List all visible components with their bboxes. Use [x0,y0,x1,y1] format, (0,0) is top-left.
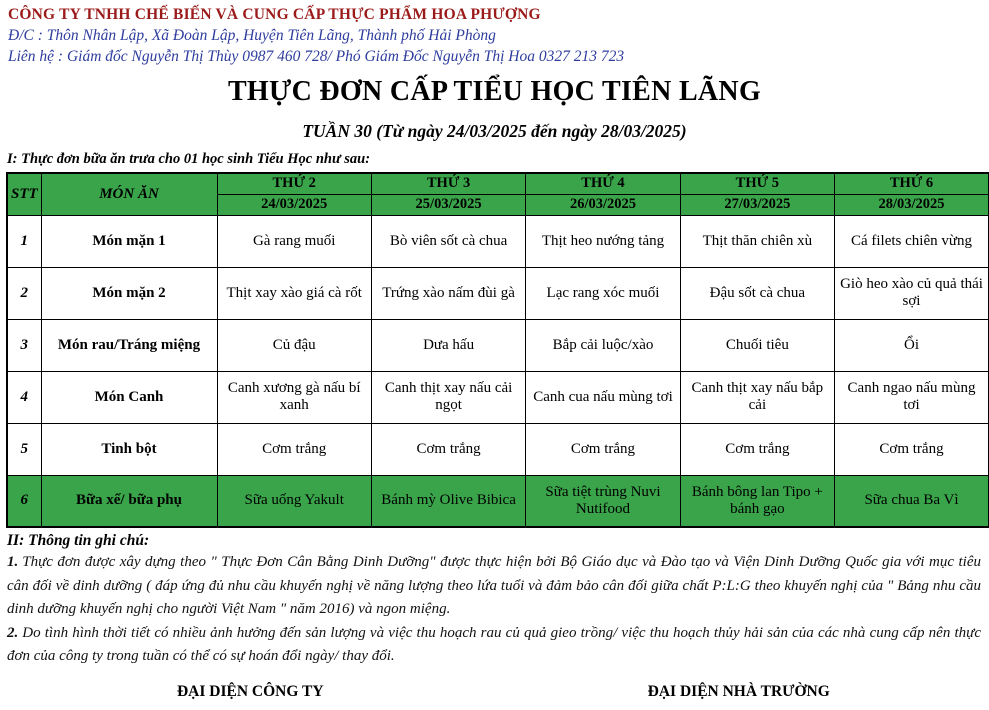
menu-cell: Bò viên sốt cà chua [371,215,525,267]
date-friday: 28/03/2025 [835,194,989,215]
page-title: THỰC ĐƠN CẤP TIỂU HỌC TIÊN LÃNG [227,76,762,107]
week-range: TUẦN 30 (Từ ngày 24/03/2025 đến ngày 28/03/2025) [302,121,687,141]
table-row-snack [7,475,989,527]
row-number: 2 [7,267,41,319]
menu-cell: Bắp cải luộc/xào [526,319,680,371]
row-number: 6 [7,475,41,527]
section1-heading: I: Thực đơn bữa ăn trưa cho 01 học sinh Tiểu Học như sau: [7,151,371,167]
menu-cell: Cơm trắng [835,423,989,475]
table-row [7,267,989,319]
table-row [7,215,989,267]
menu-cell: Cá filets chiên vừng [835,215,989,267]
menu-cell: Lạc rang xóc muối [526,267,680,319]
menu-cell: Gà rang muối [217,215,371,267]
company-representative-label: ĐẠI DIỆN CÔNG TY [176,682,324,700]
section2-heading: II: Thông tin ghi chú: [7,532,150,549]
column-header-tuesday: THỨ 3 [371,173,525,194]
weekly-menu-table [6,172,989,528]
row-number: 5 [7,423,41,475]
row-category: Bữa xế/ bữa phụ [41,475,217,527]
column-header-friday: THỨ 6 [835,173,989,194]
row-number: 3 [7,319,41,371]
menu-cell: Đậu sốt cà chua [680,267,834,319]
menu-cell: Củ đậu [217,319,371,371]
menu-cell: Thịt thăn chiên xù [680,215,834,267]
notes-section [6,532,983,669]
date-tuesday: 25/03/2025 [371,194,525,215]
note-2 [7,622,981,669]
note-2-number: 2. [7,624,19,641]
menu-cell: Sữa tiệt trùng Nuvi Nutifood [526,475,680,527]
menu-cell: Thịt xay xào giá cà rốt [217,267,371,319]
menu-cell: Dưa hấu [371,319,525,371]
menu-cell: Bánh bông lan Tipo + bánh gạo [680,475,834,527]
column-header-category: MÓN ĂN [41,173,217,215]
menu-cell: Canh cua nấu mùng tơi [526,371,680,423]
menu-cell: Cơm trắng [217,423,371,475]
column-header-thursday: THỨ 5 [680,173,834,194]
menu-cell: Canh thịt xay nấu bắp cải [680,371,834,423]
note-2-text: Do tình hình thời tiết có nhiều ảnh hưởng đến sản lượng và việc thu hoạch rau củ quả gieo trồng/ việc thu hoạch thủy hải sản của các nhà cung cấp nên thực đơn của công ty trong tuần có thể có sự hoán đổi ngày/ thay đổi. [7,624,981,664]
menu-cell: Cơm trắng [526,423,680,475]
school-representative-label: ĐẠI DIỆN NHÀ TRƯỜNG [647,682,830,700]
menu-cell: Bánh mỳ Olive Bibica [371,475,525,527]
menu-cell: Sữa uống Yakult [217,475,371,527]
row-category: Món Canh [41,371,217,423]
note-1-number: 1. [7,554,19,570]
company-name: CÔNG TY TNHH CHẾ BIẾN VÀ CUNG CẤP THỰC PHẨM HOA PHƯỢNG [8,6,541,23]
menu-cell: Sữa chua Ba Vì [835,475,989,527]
row-number: 1 [7,215,41,267]
date-wednesday: 26/03/2025 [526,194,680,215]
table-header-row-days [7,173,989,194]
row-category: Món rau/Tráng miệng [41,319,217,371]
row-category: Món mặn 1 [41,215,217,267]
company-address: Đ/C : Thôn Nhân Lập, Xã Đoàn Lập, Huyện Tiên Lãng, Thành phố Hải Phòng [8,27,496,44]
menu-cell: Canh ngao nấu mùng tơi [835,371,989,423]
column-header-wednesday: THỨ 4 [526,173,680,194]
note-1-text: Thực đơn được xây dựng theo " Thực Đơn Cân Bằng Dinh Dưỡng" được thực hiện bởi Bộ Giáo dục và Đào tạo và Viện Dinh Dưỡng Quốc gia với mục tiêu cân đối về dinh dưỡng ( đáp ứng đủ nhu cầu khuyến nghị về năng lượng theo lứa tuổi và đảm bảo cân đối giữa chất P:L:G theo khuyến nghị của " Bảng nhu cầu dinh dưỡng khuyến nghị cho người Việt Nam " năm 2016) và ngon miệng. [7,554,981,617]
menu-cell: Cơm trắng [371,423,525,475]
table-row [7,319,989,371]
date-thursday: 27/03/2025 [680,194,834,215]
signature-row [6,683,983,701]
menu-cell: Thịt heo nướng tảng [526,215,680,267]
column-header-stt: STT [7,173,41,215]
note-1 [7,551,981,622]
row-category: Tinh bột [41,423,217,475]
menu-cell: Giò heo xào củ quả thái sợi [835,267,989,319]
menu-cell: Trứng xào nấm đùi gà [371,267,525,319]
row-category: Món mặn 2 [41,267,217,319]
menu-cell: Ổi [835,319,989,371]
menu-cell: Canh thịt xay nấu cải ngọt [371,371,525,423]
company-contact: Liên hệ : Giám đốc Nguyễn Thị Thùy 0987 460 728/ Phó Giám Đốc Nguyễn Thị Hoa 0327 213 723 [8,48,625,65]
date-monday: 24/03/2025 [217,194,371,215]
row-number: 4 [7,371,41,423]
menu-cell: Chuối tiêu [680,319,834,371]
table-row [7,371,989,423]
menu-cell: Cơm trắng [680,423,834,475]
menu-cell: Canh xương gà nấu bí xanh [217,371,371,423]
table-row [7,423,989,475]
column-header-monday: THỨ 2 [217,173,371,194]
